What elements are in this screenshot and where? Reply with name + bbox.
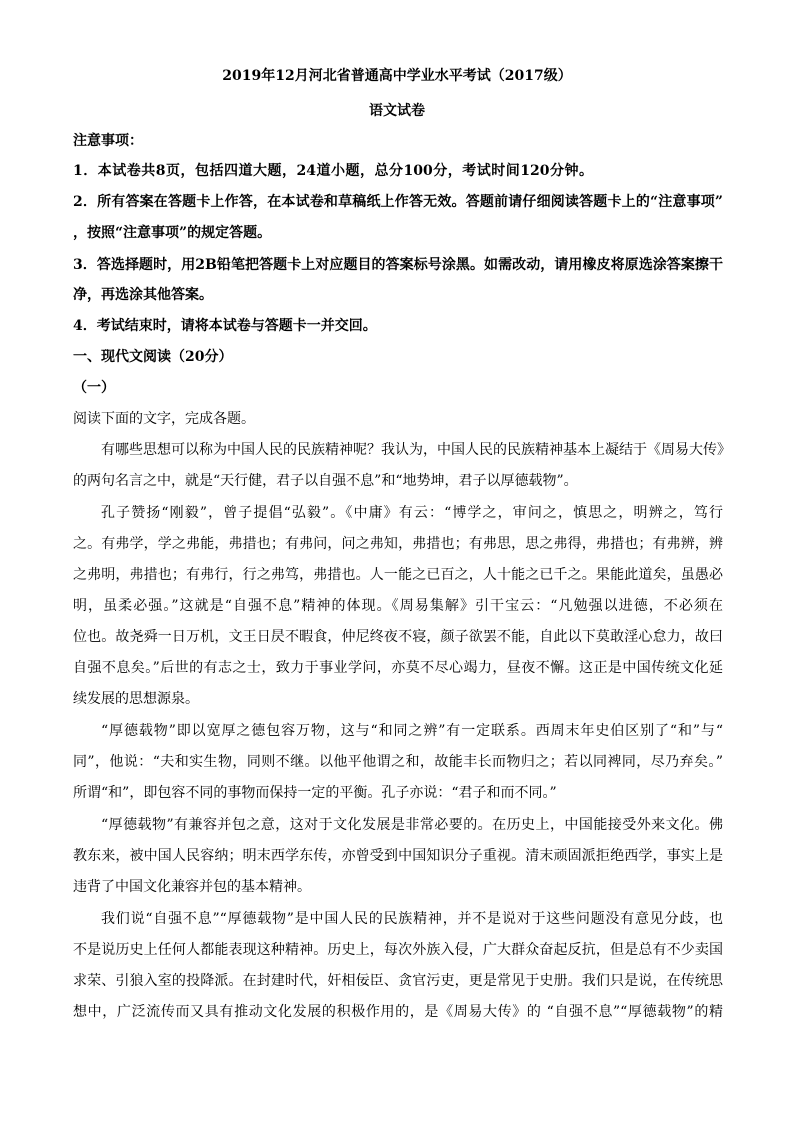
notice-heading: 注意事项： xyxy=(73,133,143,149)
section-instruction: 阅读下面的文字，完成各题。 xyxy=(73,411,255,427)
passage-line: 同”，他说：“夫和实生物，同则不继。以他平他谓之和，故能丰长而物归之；若以同裨同，尽乃弃矣。” xyxy=(73,754,723,770)
passage-line: 自强不息矣。”后世的有志之士，致力于事业学问，亦莫不尽心竭力，昼夜不懈。这正是中国传统文化延 xyxy=(73,660,723,676)
exam-subtitle: 语文试卷 xyxy=(369,103,425,119)
passage-line: “厚德载物”即以宽厚之德包容万物，这与“和同之辨”有一定联系。西周末年史伯区别了“和”与“ xyxy=(101,723,723,739)
passage-line: “厚德载物”有兼容并包之意，这对于文化发展是非常必要的。在历史上，中国能接受外来文化。佛 xyxy=(101,817,723,833)
notice-item: 3．答选择题时，用2B铅笔把答题卡上对应题目的答案标号涂黑。如需改动，请用橡皮将原选涂答案擦干 xyxy=(73,257,723,273)
notice-item: 2．所有答案在答题卡上作答，在本试卷和草稿纸上作答无效。答题前请仔细阅读答题卡上的“注意事项” xyxy=(73,194,723,210)
exam-title: 2019年12月河北省普通高中学业水平考试（2017级） xyxy=(222,68,572,84)
passage-line: 的两句名言之中，就是“天行健，君子以自强不息”和“地势坤，君子以厚德载物”。 xyxy=(73,473,578,489)
passage-line: 之弗明，弗措也；有弗行，行之弗笃，弗措也。人一能之已百之，人十能之已千之。果能此道矣，虽愚必 xyxy=(73,567,723,583)
passage-line: 想中，广泛流传而又具有推动文化发展的积极作用的，是《周易大传》的 “自强不息”“厚德载物”的精 xyxy=(73,1004,723,1020)
notice-item: 净，再选涂其他答案。 xyxy=(73,287,213,303)
passage-line: 之。有弗学，学之弗能，弗措也；有弗问，问之弗知，弗措也；有弗思，思之弗得，弗措也；有弗辨，辨 xyxy=(73,536,723,552)
passage-line: 位也。故尧舜一日万机，文王日昃不暇食，仲尼终夜不寝，颜子欲罢不能，自此以下莫敢淫心怠力，故曰 xyxy=(73,629,723,645)
passage-line: 违背了中国文化兼容并包的基本精神。 xyxy=(73,879,311,895)
passage-line: 不是说历史上任何人都能表现这种精神。历史上，每次外族入侵，广大群众奋起反抗，但是总有不少卖国 xyxy=(73,942,723,958)
passage-line: 明，虽柔必强。”这就是“自强不息”精神的体现。《周易集解》引干宝云：“凡勉强以进德，不必须在 xyxy=(73,598,723,614)
notice-item: 4．考试结束时，请将本试卷与答题卡一并交回。 xyxy=(73,318,377,334)
passage-line: 续发展的思想源泉。 xyxy=(73,691,199,707)
passage-line: 我们说“自强不息”“厚德载物”是中国人民的民族精神，并不是说对于这些问题没有意见分歧，也 xyxy=(101,911,723,927)
passage-line: 有哪些思想可以称为中国人民的民族精神呢？我认为，中国人民的民族精神基本上凝结于《周易大传》 xyxy=(101,442,731,458)
notice-item: 1．本试卷共8页，包括四道大题，24道小题，总分100分，考试时间120分钟。 xyxy=(73,163,593,179)
passage-line: 求荣、引狼入室的投降派。在封建时代，奸相佞臣、贪官污吏，更是常见于史册。我们只是说，在传统思 xyxy=(73,973,723,989)
section-heading: 一、现代文阅读（20分） xyxy=(73,349,233,365)
passage-line: 所谓“和”，即包容不同的事物而保持一定的平衡。孔子亦说：“君子和而不同。” xyxy=(73,785,557,801)
notice-item: ，按照“注意事项”的规定答题。 xyxy=(73,225,272,241)
section-part: （一） xyxy=(73,380,115,396)
passage-line: 孔子赞扬“刚毅”，曾子提倡“弘毅”。《中庸》有云：“博学之，审问之，慎思之，明辨之，笃行 xyxy=(101,505,723,521)
passage-line: 教东来，被中国人民容纳；明末西学东传，亦曾受到中国知识分子重视。清末顽固派拒绝西学，事实上是 xyxy=(73,848,723,864)
